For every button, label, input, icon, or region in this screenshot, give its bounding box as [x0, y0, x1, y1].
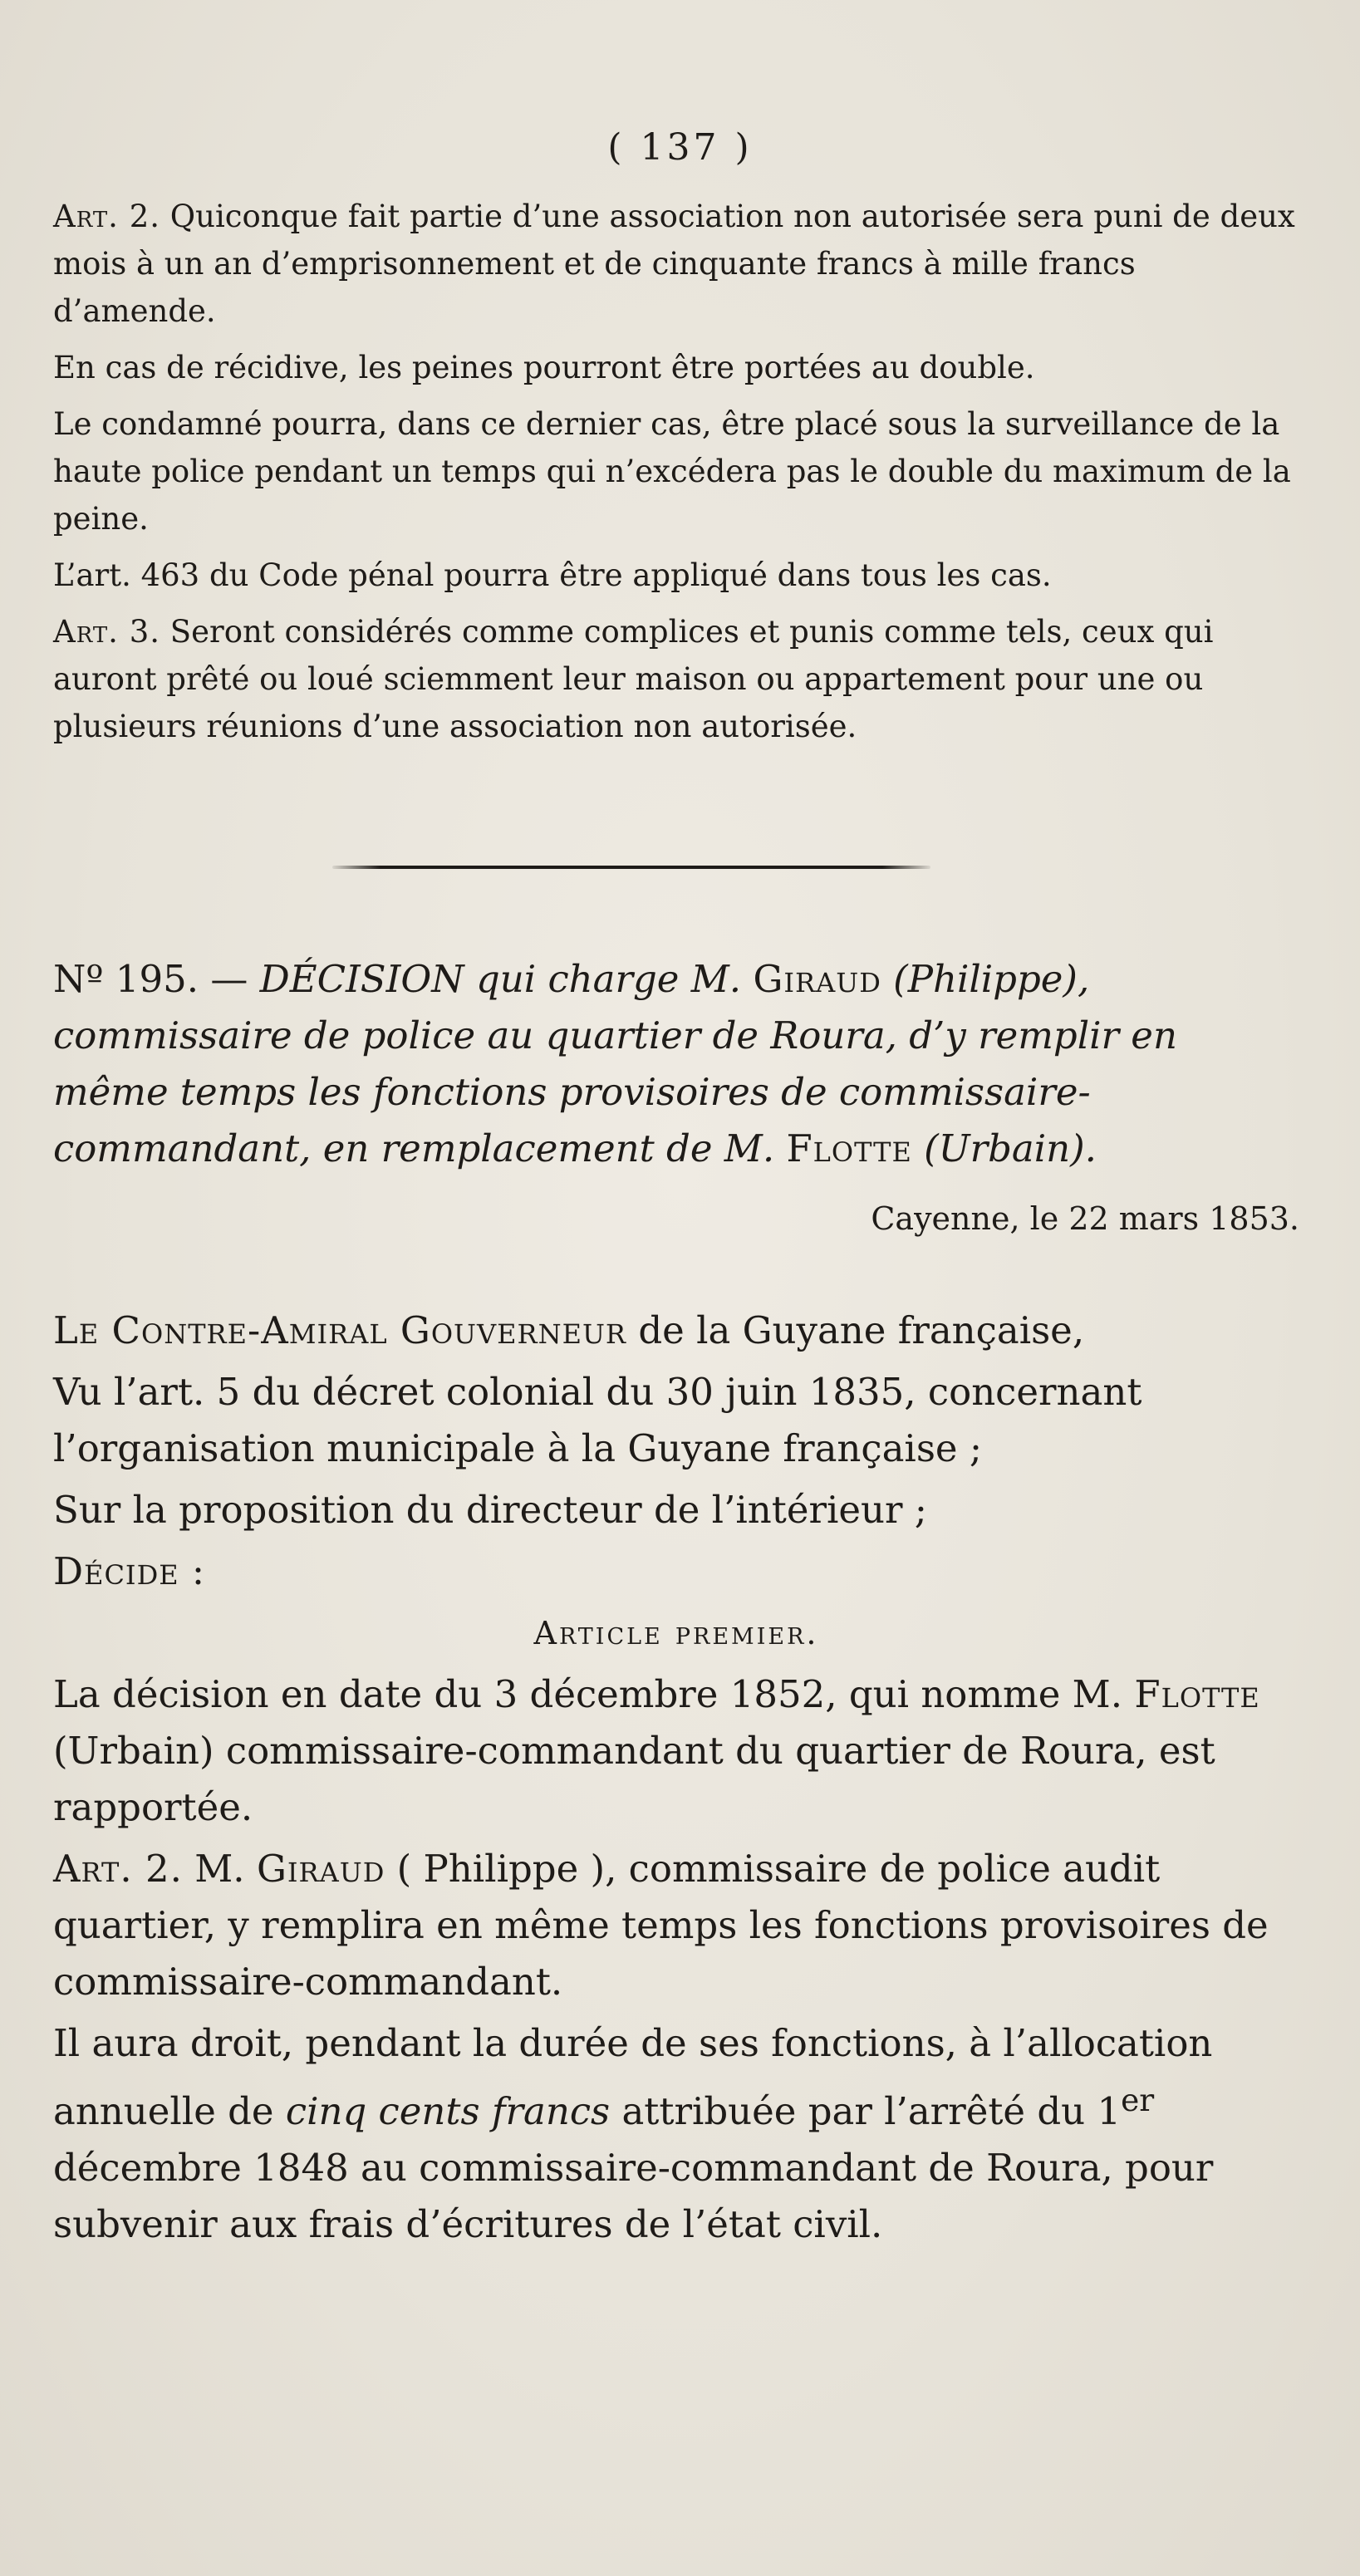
- allocation-text-1: Il aura droit, pendant la durée de ses fonctions, à l’allocation annuelle de: [53, 2021, 1213, 2133]
- law-articles: [53, 193, 1299, 750]
- article-2-paragraph: [53, 193, 1299, 335]
- article-3-paragraph: [53, 608, 1299, 750]
- allocation-text-3: décembre 1848 au commissaire-commandant de Roura, pour subvenir aux frais d’écritures de l’état civil.: [53, 2146, 1214, 2246]
- proposition-paragraph: Sur la proposition du directeur de l’intérieur ;: [53, 1488, 927, 1532]
- allocation-date-superscript: er: [1121, 2082, 1155, 2118]
- decision-article-2-text-2: ( Philippe ), commissaire de police audit quartier, y remplira en même temps les fonctions provisoires de commissaire-commandant.: [53, 1847, 1269, 2004]
- decision-article-2-name: Giraud: [256, 1847, 385, 1891]
- condamne-paragraph: Le condamné pourra, dans ce dernier cas, être placé sous la surveillance de la haute police pendant un temps qui n’excédera pas le double du maximum de la peine.: [53, 406, 1291, 537]
- article-3-text: Seront considérés comme complices et punis comme tels, ceux qui auront prêté ou loué sciemment leur maison ou appartement pour une ou plusieurs réunions d’une association non autorisée.: [53, 614, 1214, 744]
- decision-article-2-paragraph: [53, 1841, 1299, 2010]
- allocation-paragraph: [53, 2015, 1299, 2253]
- vu-paragraph: Vu l’art. 5 du décret colonial du 30 juin 1835, concernant l’organisation municipale à la Guyane française ;: [53, 1370, 1142, 1470]
- author-title: Le Contre-Amiral Gouverneur: [53, 1308, 627, 1352]
- page-number: ( 137 ): [607, 126, 753, 169]
- decision-title-part1: qui charge M.: [475, 957, 742, 1001]
- allocation-text-2: attribuée par l’arrêté du: [621, 2089, 1086, 2133]
- decision-number: Nº 195. —: [53, 957, 248, 1001]
- article-premier-paragraph: [53, 1666, 1299, 1836]
- article-premier-text-2: (Urbain) commissaire-commandant du quartier de Roura, est rapportée.: [53, 1729, 1215, 1829]
- decision-name-giraud-given: (Philippe),: [893, 957, 1090, 1001]
- article-premier-heading: Article premier.: [533, 1615, 819, 1651]
- article-premier-text-1: La décision en date du 3 décembre 1852, qui nomme M.: [53, 1672, 1123, 1716]
- decision-article-2-label: Art. 2.: [53, 1847, 183, 1891]
- decision-heading: DÉCISION: [259, 957, 464, 1001]
- decision-title-text: [53, 951, 1299, 1177]
- allocation-date-number: 1: [1097, 2089, 1122, 2133]
- place-and-date: Cayenne, le 22 mars 1853.: [871, 1200, 1299, 1237]
- section-divider: [332, 866, 930, 869]
- decision-article-2-text-1: M.: [194, 1847, 245, 1891]
- article-3-label: Art. 3.: [53, 614, 161, 650]
- decision-name-flotte: Flotte: [786, 1126, 912, 1170]
- author-rest: de la Guyane française,: [638, 1308, 1085, 1352]
- article-premier-name: Flotte: [1134, 1672, 1260, 1716]
- decision-title-part2: commissaire de police au quartier de Roura, d’y remplir en même temps les fonctions provisoires de commissaire-commandant, en remplacement de M.: [53, 1013, 1177, 1170]
- recidive-paragraph: En cas de récidive, les peines pourront être portées au double.: [53, 350, 1035, 385]
- article-2-text: Quiconque fait partie d’une association non autorisée sera puni de deux mois à un an d’emprisonnement et de cinquante francs à mille francs d’amende.: [53, 199, 1295, 329]
- decision-name-giraud: Giraud: [753, 957, 881, 1001]
- article-463-paragraph: L’art. 463 du Code pénal pourra être appliqué dans tous les cas.: [53, 557, 1052, 593]
- decision-name-flotte-given: (Urbain).: [924, 1126, 1097, 1170]
- decision-title: [53, 951, 1299, 1177]
- decision-body: [53, 1303, 1299, 2253]
- article-2-label: Art. 2.: [53, 199, 161, 234]
- allocation-amount: cinq cents francs: [285, 2089, 611, 2133]
- author-line: [53, 1303, 1299, 1359]
- decide-line: Décide :: [53, 1549, 206, 1593]
